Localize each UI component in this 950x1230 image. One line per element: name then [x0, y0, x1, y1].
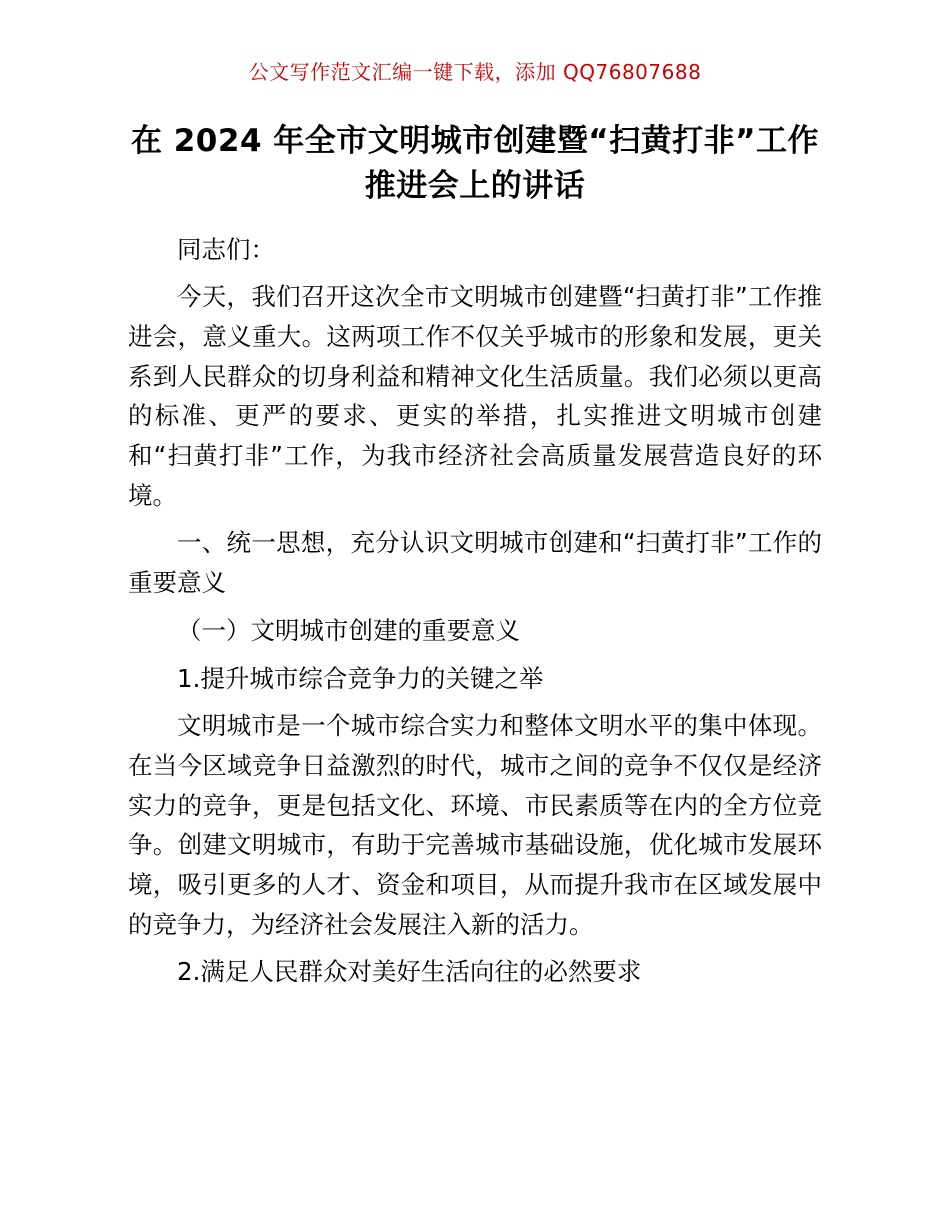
paragraph-salutation: 同志们：	[177, 234, 275, 264]
paragraph-intro: 今天，我们召开这次全市文明城市创建暨“扫黄打非”工作推进会，意义重大。这两项工作不仅关乎城市的形象和发展，更关系到人民群众的切身利益和精神文化生活质量。我们必须以更高的标准、更严的要求、更实的举措，扎实推进文明城市创建和“扫黄打非”工作，为我市经济社会高质量发展营造良好的环境。	[128, 282, 822, 510]
watermark-banner: 公文写作范文汇编一键下载，添加 QQ76807688	[248, 60, 702, 84]
heading-subsection-1-1: （一）文明城市创建的重要意义	[177, 615, 520, 645]
heading-section-1: 一、统一思想，充分认识文明城市创建和“扫黄打非”工作的重要意义	[128, 528, 822, 598]
paragraph-item-1-body: 文明城市是一个城市综合实力和整体文明水平的集中体现。在当今区域竞争日益激烈的时代，城市之间的竞争不仅仅是经济实力的竞争，更是包括文化、环境、市民素质等在内的全方位竞争。创建文明城市，有助于完善城市基础设施，优化城市发展环境，吸引更多的人才、资金和项目，从而提升我市在区域发展中的竞争力，为经济社会发展注入新的活力。	[128, 711, 822, 939]
heading-item-1: 1.提升城市综合竞争力的关键之举	[177, 663, 544, 693]
heading-item-2: 2.满足人民群众对美好生活向往的必然要求	[177, 957, 642, 987]
page-title: 在 2024 年全市文明城市创建暨“扫黄打非”工作推进会上的讲话	[130, 123, 820, 204]
document-body	[128, 230, 822, 992]
